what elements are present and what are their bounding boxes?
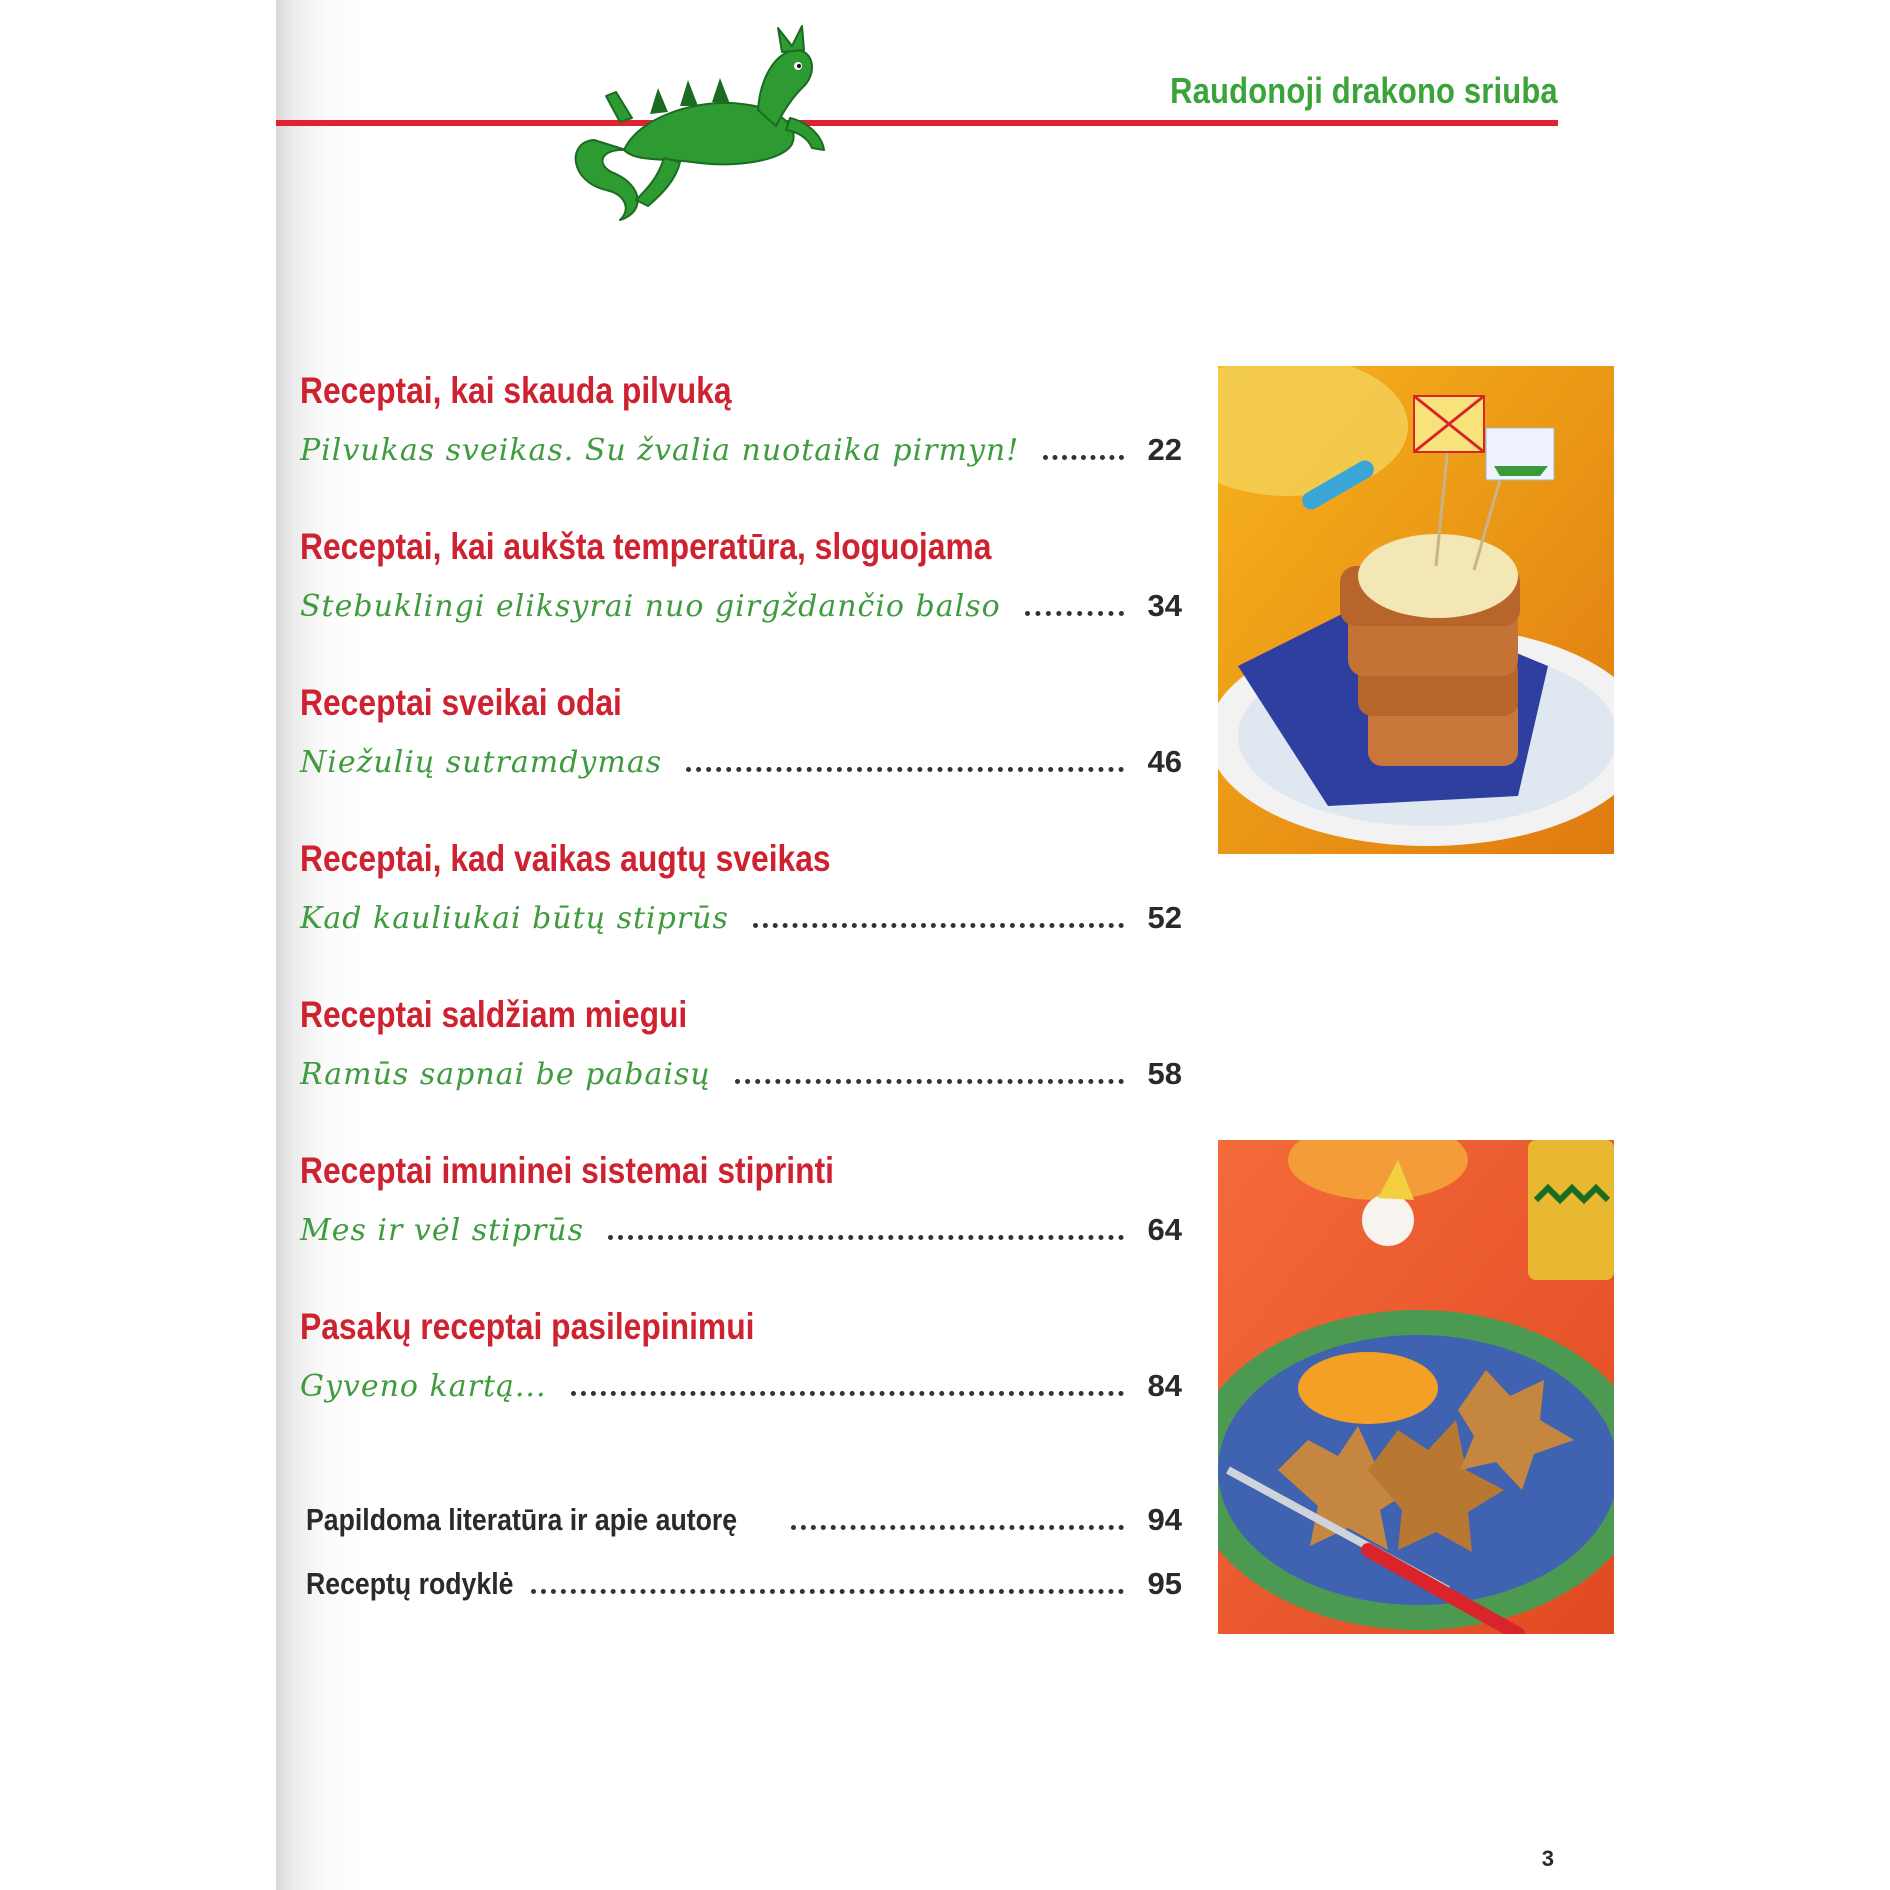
running-title: Raudonoji drakono sriuba: [1170, 70, 1558, 111]
page-number-ref: 46: [1147, 744, 1182, 779]
page-number-ref: 64: [1147, 1212, 1182, 1247]
chapter-title: Receptai, kai aukšta temperatūra, sloguojama: [300, 526, 992, 567]
page-number-ref: 22: [1147, 432, 1182, 467]
dot-leader: [686, 767, 1124, 772]
toc-entry-line: [300, 576, 1182, 624]
page-number-ref: 34: [1147, 588, 1182, 623]
chapter-title: Receptai imuninei sistemai stiprinti: [300, 1150, 835, 1191]
table-of-contents: [300, 360, 1182, 1452]
dot-leader: [571, 1391, 1125, 1396]
entry-subtitle: Gyveno kartą...: [300, 1369, 547, 1404]
dot-leader: [735, 1079, 1124, 1084]
chapter-title: Receptai, kad vaikas augtų sveikas: [300, 838, 831, 879]
page-number-ref: 58: [1147, 1056, 1182, 1091]
chapter-title: Receptai, kai skauda pilvuką: [300, 370, 732, 411]
toc-entry-line: [300, 1200, 1182, 1248]
book-page: [276, 0, 1614, 1890]
dot-leader: [608, 1235, 1124, 1240]
appendix-title: Receptų rodyklė: [306, 1566, 514, 1601]
page-number-ref: 94: [1147, 1502, 1182, 1537]
dot-leader: [791, 1525, 1124, 1530]
toc-item: [300, 828, 1182, 984]
entry-subtitle: Stebuklingi eliksyrai nuo girgždančio balso: [300, 589, 1001, 624]
star-pancakes-photo: [1218, 1140, 1614, 1634]
entry-subtitle: Pilvukas sveikas. Su žvalia nuotaika pirmyn!: [300, 433, 1020, 468]
page-number-ref: 84: [1147, 1368, 1182, 1403]
entry-subtitle: Niežulių sutramdymas: [300, 745, 663, 780]
toc-item: [300, 672, 1182, 828]
toc-item: [300, 360, 1182, 516]
toc-item: [300, 1296, 1182, 1452]
toc-entry-line: [300, 1356, 1182, 1404]
entry-subtitle: Mes ir vėl stiprūs: [300, 1213, 585, 1248]
toc-entry-line: [300, 732, 1182, 780]
page-number-ref: 52: [1147, 900, 1182, 935]
appendix-item: [306, 1538, 1182, 1602]
appendix-item: [306, 1474, 1182, 1538]
dot-leader: [1043, 455, 1124, 460]
dot-leader: [753, 923, 1124, 928]
toc-entry-line: [300, 1044, 1182, 1092]
chapter-title: Receptai saldžiam miegui: [300, 994, 688, 1035]
dragon-illustration: [546, 22, 846, 222]
toc-item: [300, 984, 1182, 1140]
appendix-list: [306, 1474, 1182, 1602]
chapter-title: Pasakų receptai pasilepinimui: [300, 1306, 755, 1347]
appendix-title: Papildoma literatūra ir apie autorę: [306, 1502, 738, 1537]
entry-subtitle: Ramūs sapnai be pabaisų: [300, 1057, 711, 1092]
toc-entry-line: [300, 420, 1182, 468]
toc-item: [300, 1140, 1182, 1296]
page-number-ref: 95: [1147, 1566, 1182, 1601]
chapter-title: Receptai sveikai odai: [300, 682, 622, 723]
toc-item: [300, 516, 1182, 672]
dot-leader: [1025, 611, 1124, 616]
toc-entry-line: [300, 888, 1182, 936]
page-number: 3: [1541, 1846, 1554, 1871]
toast-stack-photo: [1218, 366, 1614, 854]
entry-subtitle: Kad kauliukai būtų stiprūs: [300, 901, 729, 936]
header-rule: [276, 120, 1558, 126]
dot-leader: [531, 1589, 1124, 1594]
